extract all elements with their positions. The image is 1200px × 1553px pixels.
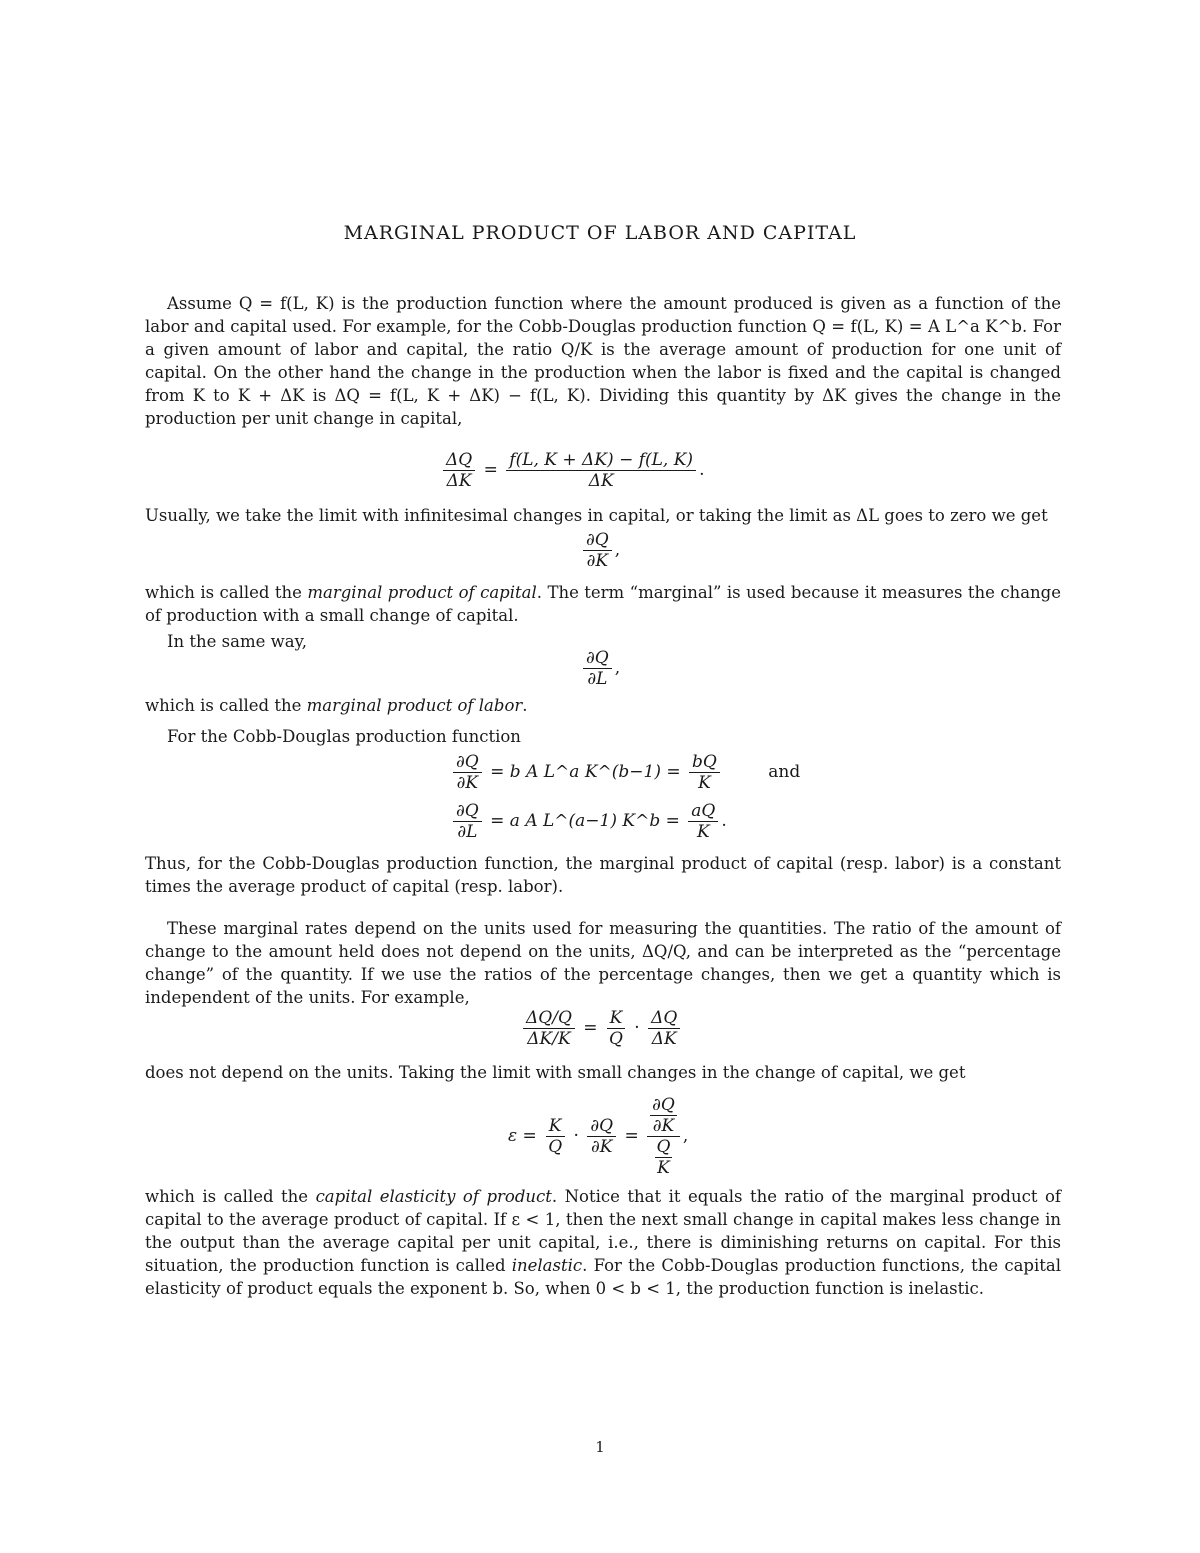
equation-percentage: $\frac{\Delta Q/Q}{\Delta K/K}$ = $\frac{K}{Q}$ · $\frac{\Delta Q}{\Delta K}$ (520, 1008, 683, 1049)
paragraph-marginal-capital: which is called the marginal product of capital. The term “marginal” is used because it measures the change of production with a small change of capital. (145, 583, 1061, 625)
equation-cobb-douglas-l: $\frac{\partial Q}{\partial L}$ = a A L^(a−1) K^b = $\frac{aQ}{K}$ . (450, 801, 727, 842)
page-number: 1 (595, 1438, 605, 1456)
paragraph-thus: Thus, for the Cobb-Douglas production function, the marginal product of capital (resp. labor) is a constant times the average product of capital (resp. labor). (145, 854, 1061, 896)
paragraph-intro: Assume Q = f(L, K) is the production function where the amount produced is given as a function of the labor and capital used. For example, for the Cobb-Douglas production function Q = f(L, K) = A L^a K^b. For a given amount of labor and capital, the ratio Q/K is the average amount of production for one unit of capital. On the other hand the change in the production when the labor is fixed and the capital is changed from K to K + ΔK is ΔQ = f(L, K + ΔK) − f(L, K). Dividing this quantity by ΔK gives the change in the production per unit change in capital, (145, 294, 1061, 428)
equation-delta-ratio: $\frac{\Delta Q}{\Delta K}$ = $\frac{f(L, K + \Delta K) - f(L, K)}{\Delta K}$ . (440, 450, 704, 491)
paragraph-no-units: does not depend on the units. Taking the limit with small changes in the change of capital, we get (145, 1063, 966, 1082)
equation-cobb-douglas-k: $\frac{\partial Q}{\partial K}$ = b A L^a K^(b−1) = $\frac{bQ}{K}$ and (450, 752, 800, 793)
paragraph-cobb-douglas: For the Cobb-Douglas production function (167, 727, 521, 746)
equation-partial-l: $\frac{\partial Q}{\partial L}$ , (580, 648, 620, 689)
page-title: MARGINAL PRODUCT OF LABOR AND CAPITAL (343, 222, 857, 244)
paragraph-limit: Usually, we take the limit with infinitesimal changes in capital, or taking the limit as ΔL goes to zero we get (145, 506, 1048, 525)
paragraph-same-way: In the same way, (167, 632, 307, 651)
paragraph-marginal-labor: which is called the marginal product of labor. (145, 696, 528, 715)
equation-elasticity: ε = $\frac{K}{Q}$ · $\frac{\partial Q}{\partial K}$ = ∂Q ∂K Q K , (508, 1095, 689, 1178)
paragraph-elasticity: which is called the capital elasticity of product. Notice that it equals the ratio of the marginal product of capital to the average product of capital. If ε < 1, then the next small change in capital makes less change in the output than the average capital per unit capital, i.e., there is diminishing returns on capital. For this situation, the production function is called inelastic. For the Cobb-Douglas production functions, the capital elasticity of product equals the exponent b. So, when 0 < b < 1, the production function is inelastic. (145, 1187, 1061, 1298)
equation-partial-k: $\frac{\partial Q}{\partial K}$ , (580, 530, 620, 571)
paragraph-units: These marginal rates depend on the units used for measuring the quantities. The ratio of the amount of change to the amount held does not depend on the units, ΔQ/Q, and can be interpreted as the “percentage change” of the quantity. If we use the ratios of the percentage changes, then we get a quantity which is independent of the units. For example, (145, 919, 1061, 1007)
